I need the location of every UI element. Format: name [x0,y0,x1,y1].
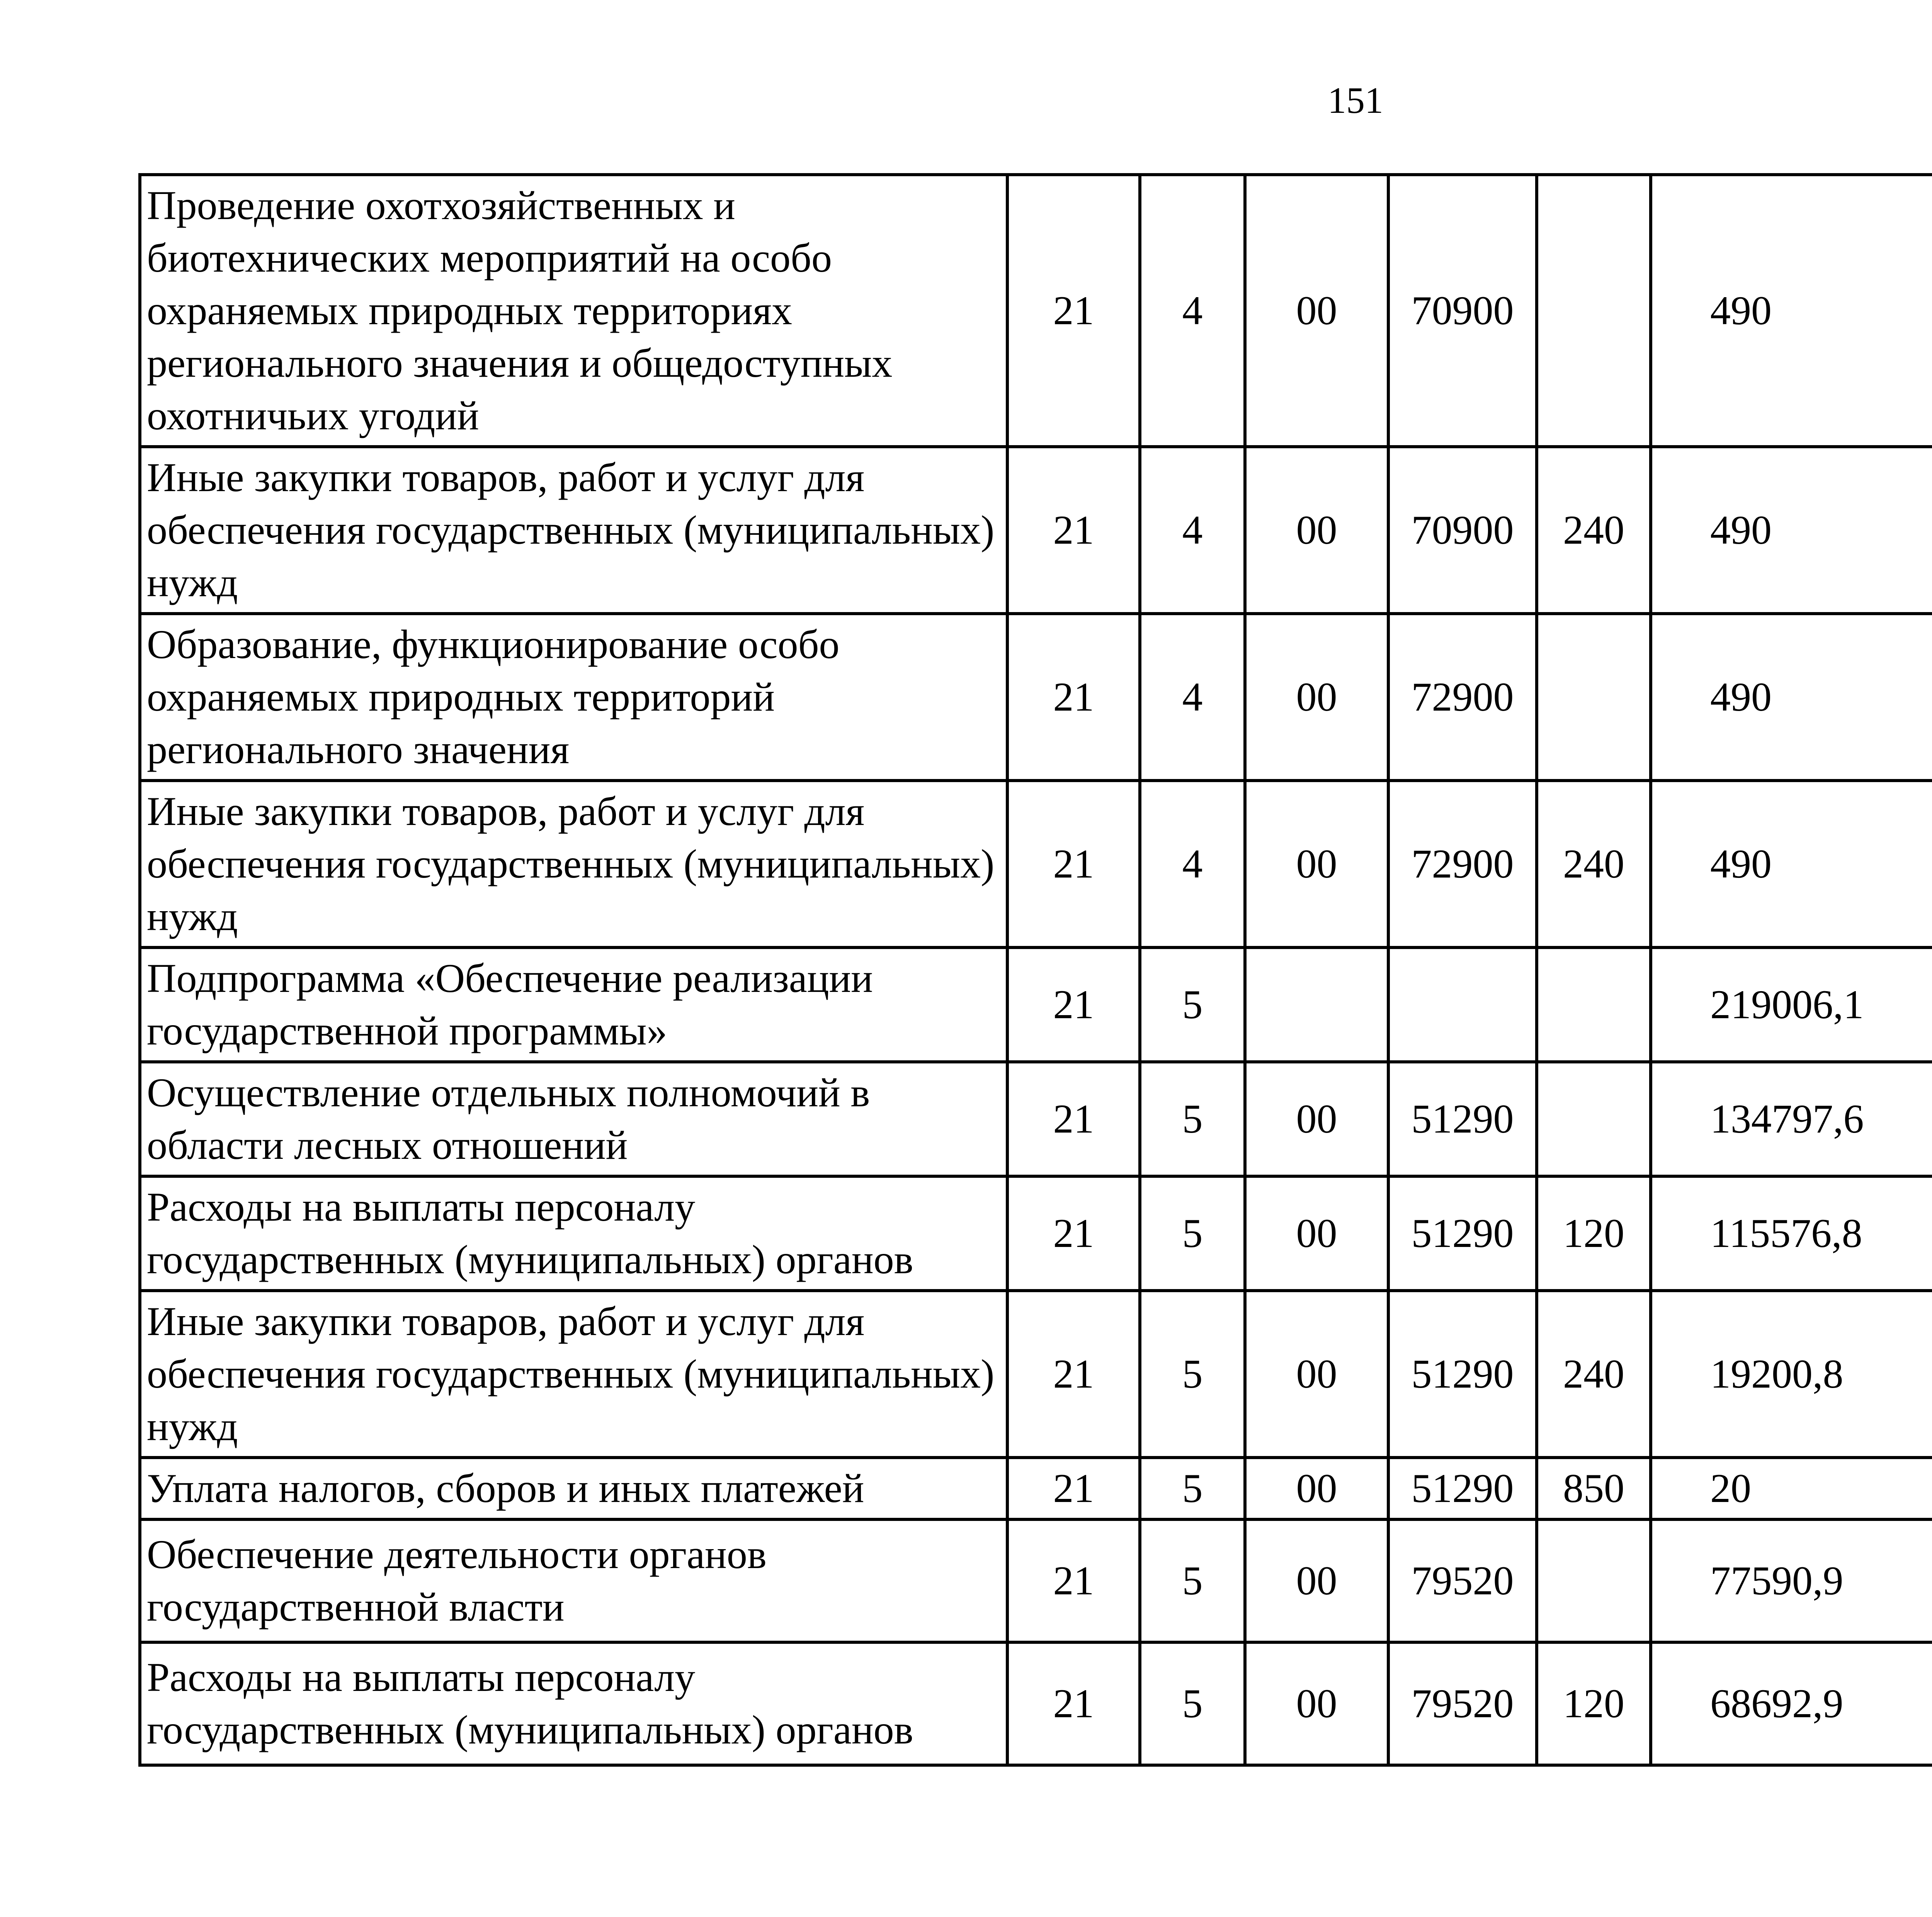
direction-code-cell: 72900 [1388,614,1537,781]
budget-table [138,173,1932,1767]
subprogram-code-cell: 4 [1140,781,1245,947]
subprogram-code-cell: 5 [1140,1062,1245,1176]
amount-year-1-cell: 77590,9 [1651,1519,1932,1642]
program-code-cell: 21 [1007,614,1140,781]
direction-code-cell: 70900 [1388,175,1537,447]
expense-type-code-cell: 120 [1537,1642,1651,1765]
subprogram-code-cell: 5 [1140,1458,1245,1519]
amount-year-1-cell: 20 [1651,1458,1932,1519]
row-name-cell: Иные закупки товаров, работ и услуг для обеспечения государственных (муниципальных) нужд [140,447,1007,614]
direction-code-cell [1388,947,1537,1062]
amount-year-1-cell: 219006,1 [1651,947,1932,1062]
expense-type-code-cell: 240 [1537,1291,1651,1458]
table-row [140,1291,1932,1458]
direction-code-cell: 51290 [1388,1062,1537,1176]
subprogram-code-cell: 5 [1140,947,1245,1062]
direction-code-cell: 51290 [1388,1458,1537,1519]
table-row [140,1062,1932,1176]
table-row [140,1458,1932,1519]
row-name-cell: Обеспечение деятельности органов государственной власти [140,1519,1007,1642]
table-row [140,1176,1932,1291]
direction-code-cell: 51290 [1388,1176,1537,1291]
row-name-cell: Подпрограмма «Обеспечение реализации государственной программы» [140,947,1007,1062]
program-code-cell: 21 [1007,1176,1140,1291]
expense-type-code-cell [1537,1519,1651,1642]
program-code-cell: 21 [1007,781,1140,947]
expense-type-code-cell [1537,947,1651,1062]
amount-year-1-cell: 490 [1651,614,1932,781]
row-name-cell: Расходы на выплаты персоналу государственных (муниципальных) органов [140,1642,1007,1765]
expense-type-code-cell [1537,614,1651,781]
main-event-code-cell: 00 [1245,1062,1388,1176]
direction-code-cell: 79520 [1388,1519,1537,1642]
main-event-code-cell: 00 [1245,1291,1388,1458]
row-name-cell: Проведение охотхозяйственных и биотехнических мероприятий на особо охраняемых природных территориях регионального значения и общедоступных охотничьих угодий [140,175,1007,447]
table-row [140,781,1932,947]
expense-type-code-cell [1537,1062,1651,1176]
program-code-cell: 21 [1007,1458,1140,1519]
main-event-code-cell [1245,947,1388,1062]
expense-type-code-cell: 240 [1537,447,1651,614]
subprogram-code-cell: 5 [1140,1642,1245,1765]
amount-year-1-cell: 490 [1651,175,1932,447]
table-row [140,1642,1932,1765]
main-event-code-cell: 00 [1245,1642,1388,1765]
program-code-cell: 21 [1007,1062,1140,1176]
row-name-cell: Иные закупки товаров, работ и услуг для обеспечения государственных (муниципальных) нужд [140,781,1007,947]
main-event-code-cell: 00 [1245,447,1388,614]
main-event-code-cell: 00 [1245,1458,1388,1519]
expense-type-code-cell: 120 [1537,1176,1651,1291]
program-code-cell: 21 [1007,175,1140,447]
subprogram-code-cell: 4 [1140,447,1245,614]
expense-type-code-cell [1537,175,1651,447]
table-row [140,447,1932,614]
subprogram-code-cell: 4 [1140,175,1245,447]
main-event-code-cell: 00 [1245,1176,1388,1291]
subprogram-code-cell: 5 [1140,1176,1245,1291]
main-event-code-cell: 00 [1245,781,1388,947]
table-row [140,614,1932,781]
subprogram-code-cell: 5 [1140,1519,1245,1642]
table-row [140,947,1932,1062]
row-name-cell: Уплата налогов, сборов и иных платежей [140,1458,1007,1519]
program-code-cell: 21 [1007,1291,1140,1458]
direction-code-cell: 72900 [1388,781,1537,947]
program-code-cell: 21 [1007,447,1140,614]
direction-code-cell: 79520 [1388,1642,1537,1765]
expense-type-code-cell: 850 [1537,1458,1651,1519]
row-name-cell: Расходы на выплаты персоналу государственных (муниципальных) органов [140,1176,1007,1291]
budget-table-body [140,175,1932,1765]
amount-year-1-cell: 19200,8 [1651,1291,1932,1458]
direction-code-cell: 70900 [1388,447,1537,614]
amount-year-1-cell: 134797,6 [1651,1062,1932,1176]
subprogram-code-cell: 5 [1140,1291,1245,1458]
page-number: 151 [1328,80,1383,121]
main-event-code-cell: 00 [1245,614,1388,781]
program-code-cell: 21 [1007,1519,1140,1642]
main-event-code-cell: 00 [1245,1519,1388,1642]
row-name-cell: Образование, функционирование особо охраняемых природных территорий регионального значения [140,614,1007,781]
amount-year-1-cell: 490 [1651,781,1932,947]
main-event-code-cell: 00 [1245,175,1388,447]
direction-code-cell: 51290 [1388,1291,1537,1458]
amount-year-1-cell: 115576,8 [1651,1176,1932,1291]
expense-type-code-cell: 240 [1537,781,1651,947]
amount-year-1-cell: 68692,9 [1651,1642,1932,1765]
program-code-cell: 21 [1007,1642,1140,1765]
program-code-cell: 21 [1007,947,1140,1062]
amount-year-1-cell: 490 [1651,447,1932,614]
row-name-cell: Иные закупки товаров, работ и услуг для обеспечения государственных (муниципальных) нужд [140,1291,1007,1458]
table-row [140,1519,1932,1642]
row-name-cell: Осуществление отдельных полномочий в области лесных отношений [140,1062,1007,1176]
table-row [140,175,1932,447]
subprogram-code-cell: 4 [1140,614,1245,781]
